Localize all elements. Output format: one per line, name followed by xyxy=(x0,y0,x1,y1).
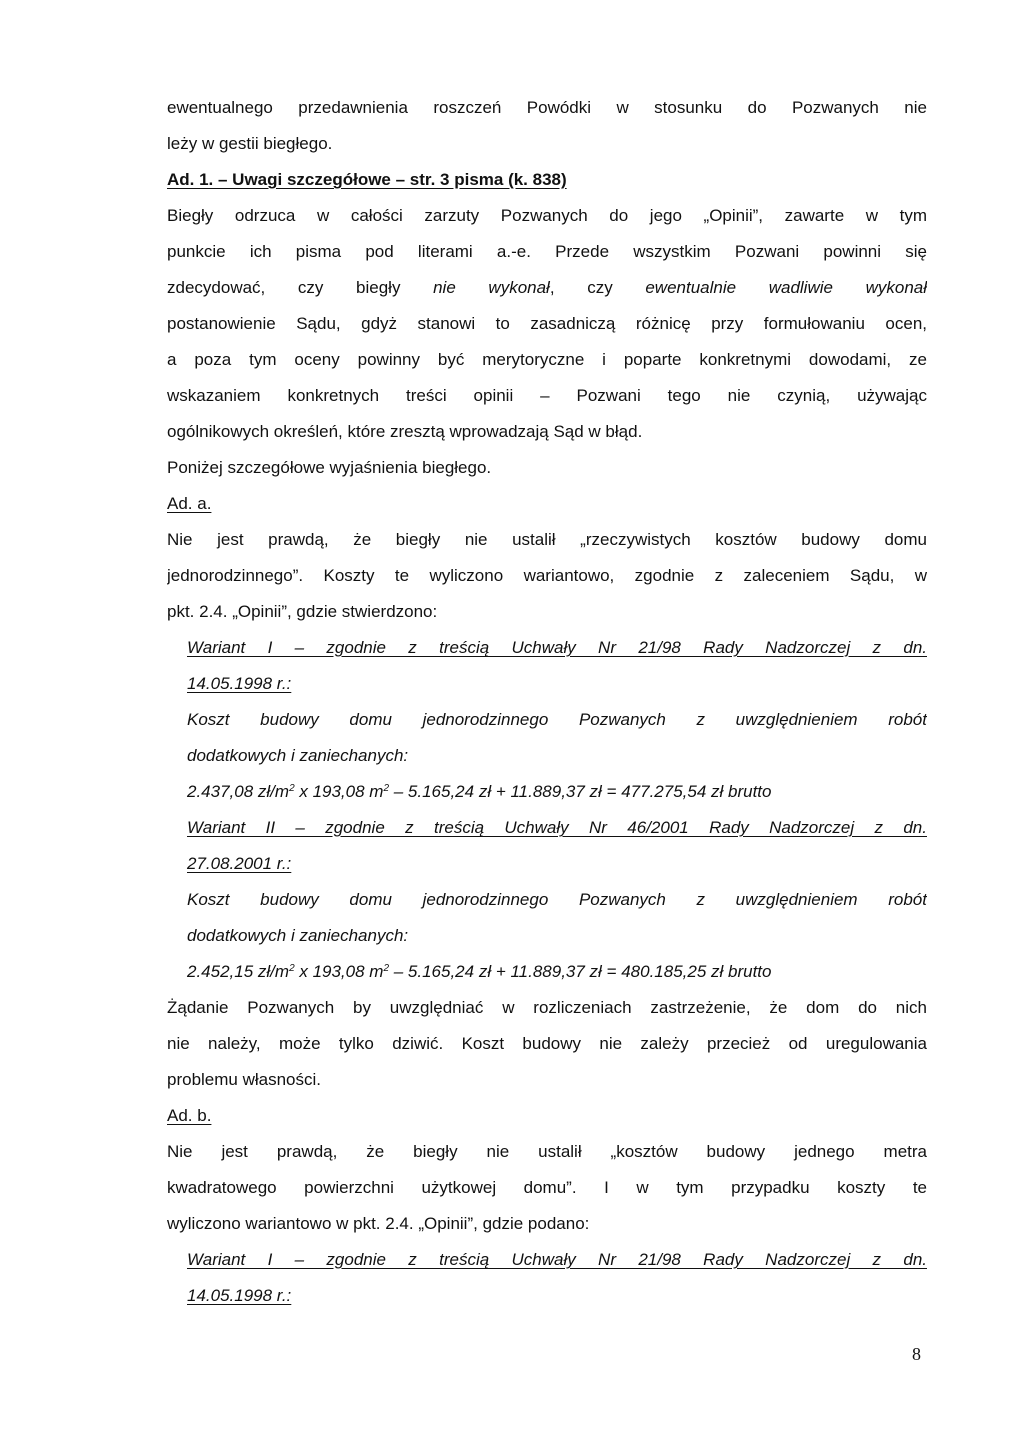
paragraph-line: jednorodzinnego”. Koszty te wyliczono wariantowo, zgodnie z zaleceniem Sądu, w xyxy=(167,566,927,585)
paragraph-line: problemu własności. xyxy=(167,1070,322,1089)
variant-heading: 14.05.1998 r.: xyxy=(187,1286,292,1305)
variant-text: dodatkowych i zaniechanych: xyxy=(187,926,409,945)
paragraph-line: Biegły odrzuca w całości zarzuty Pozwanych do jego „Opinii”, zawarte w tym xyxy=(167,206,927,225)
paragraph-line: pkt. 2.4. „Opinii”, gdzie stwierdzono: xyxy=(167,602,438,621)
paragraph-line: postanowienie Sądu, gdyż stanowi to zasadniczą różnicę przy formułowaniu ocen, xyxy=(167,314,927,333)
page-number: 8 xyxy=(912,1344,921,1364)
cost-formula: 2.452,15 $zł/m^2$ x 193,08 $m^2 - 5.165,24$ zł + 11.889,37 zł = 480.185,25 zł brutto xyxy=(187,962,772,981)
paragraph-line: Żądanie Pozwanych by uwzględniać w rozliczeniach zastrzeżenie, że dom do nich xyxy=(167,998,927,1017)
variant-text: Koszt budowy domu jednorodzinnego Pozwanych z uwzględnieniem robót xyxy=(187,890,927,909)
document-page xyxy=(167,90,927,1314)
paragraph-line: a poza tym oceny powinny być merytoryczne i poparte konkretnymi dowodami, ze xyxy=(167,350,927,369)
paragraph-line: Nie jest prawdą, że biegły nie ustalił „kosztów budowy jednego metra xyxy=(167,1142,927,1161)
paragraph-line: kwadratowego powierzchni użytkowej domu”. I w tym przypadku koszty te xyxy=(167,1178,927,1197)
variant-heading: 27.08.2001 r.: xyxy=(187,854,292,873)
paragraph-line: nie należy, może tylko dziwić. Koszt budowy nie zależy przecież od uregulowania xyxy=(167,1034,927,1053)
paragraph-line: ogólnikowych określeń, które zresztą wprowadzają Sąd w błąd. xyxy=(167,422,643,441)
paragraph-line: wskazaniem konkretnych treści opinii – Pozwani tego nie czynią, używając xyxy=(167,386,927,405)
paragraph-line: zdecydować, czy biegły nie wykonał, czy ewentualnie wadliwie wykonał xyxy=(167,278,927,297)
paragraph-line: ewentualnego przedawnienia roszczeń Powódki w stosunku do Pozwanych nie xyxy=(167,98,927,117)
paragraph-line: punkcie ich pisma pod literami a.-e. Przede wszystkim Pozwani powinni się xyxy=(167,242,927,261)
paragraph-line: leży w gestii biegłego. xyxy=(167,134,333,153)
paragraph-line: Poniżej szczegółowe wyjaśnienia biegłego. xyxy=(167,458,492,477)
variant-heading: 14.05.1998 r.: xyxy=(187,674,292,693)
cost-formula: 2.437,08 $zł/m^2$ x 193,08 $m^2 - 5.165,24$ zł + 11.889,37 zł = 477.275,54 zł brutto xyxy=(187,782,772,801)
section-heading: Ad. 1. – Uwagi szczegółowe – str. 3 pisma (k. 838) xyxy=(167,170,567,189)
variant-text: dodatkowych i zaniechanych: xyxy=(187,746,409,765)
paragraph-line: wyliczono wariantowo w pkt. 2.4. „Opinii”, gdzie podano: xyxy=(167,1214,590,1233)
subsection-heading: Ad. b. xyxy=(167,1106,212,1125)
variant-text: Koszt budowy domu jednorodzinnego Pozwanych z uwzględnieniem robót xyxy=(187,710,927,729)
variant-heading: Wariant I – zgodnie z treścią Uchwały Nr 21/98 Rady Nadzorczej z dn. xyxy=(187,1250,927,1269)
subsection-heading: Ad. a. xyxy=(167,494,212,513)
variant-heading: Wariant II – zgodnie z treścią Uchwały Nr 46/2001 Rady Nadzorczej z dn. xyxy=(187,818,927,837)
variant-heading: Wariant I – zgodnie z treścią Uchwały Nr 21/98 Rady Nadzorczej z dn. xyxy=(187,638,927,657)
paragraph-line: Nie jest prawdą, że biegły nie ustalił „rzeczywistych kosztów budowy domu xyxy=(167,530,927,549)
